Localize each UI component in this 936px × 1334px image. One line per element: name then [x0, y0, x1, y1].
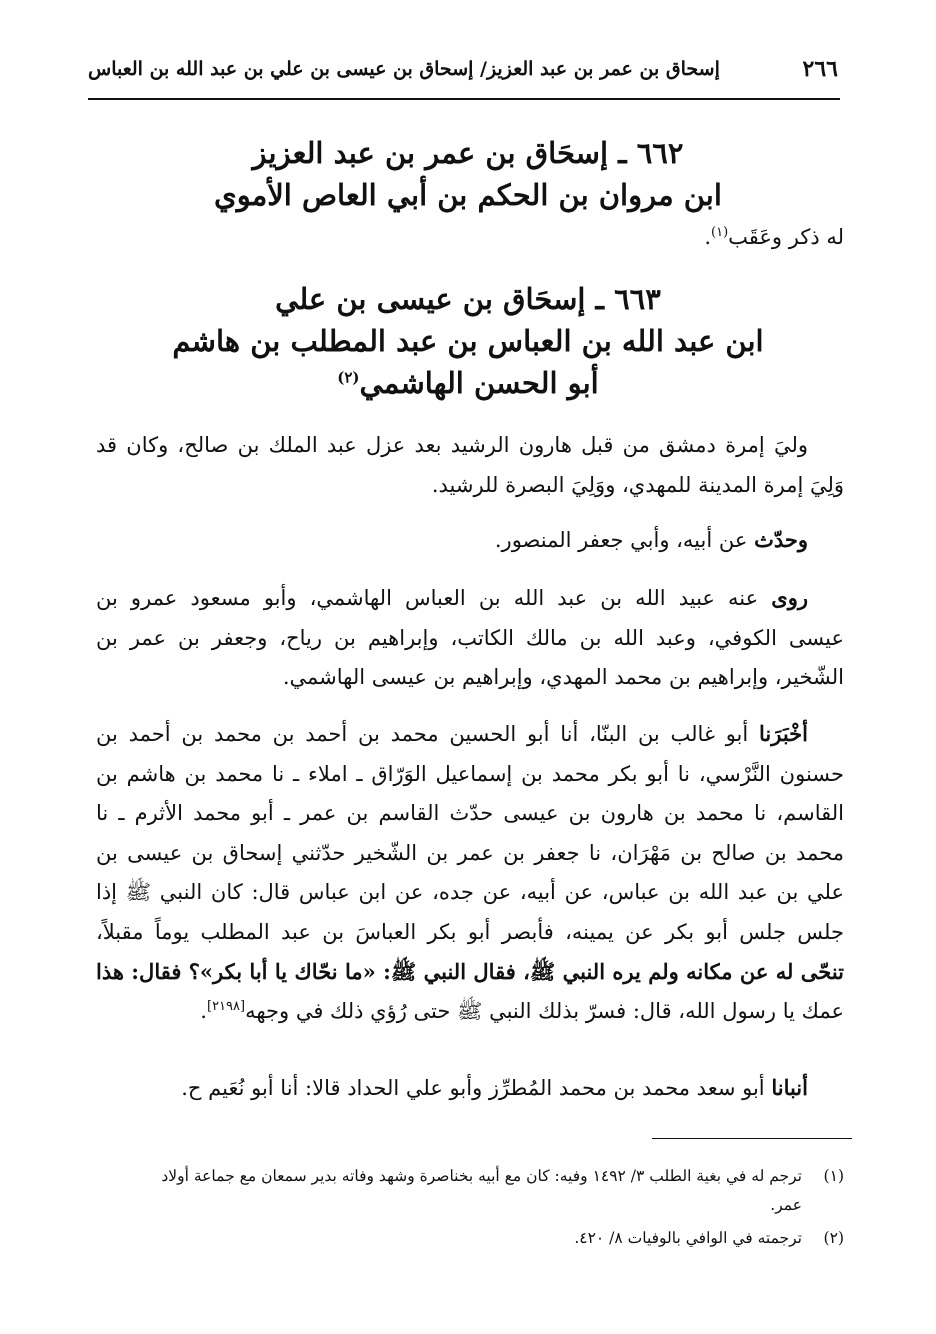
footnote-text [96, 1224, 802, 1253]
entry-heading-line: ٦٦٣ ـ إسحَاق بن عيسى بن علي [275, 282, 661, 316]
paragraph-lead: أنبانا [771, 1075, 808, 1100]
paragraph-anbana [96, 1068, 844, 1109]
body-text: أبو سعد محمد بن محمد المُطرِّز وأبو علي الحداد قالا: أنا أبو نُعَيم ح. [181, 1076, 765, 1100]
entry-662-body [96, 218, 844, 258]
footnotes [96, 1162, 844, 1253]
paragraph-transmitters [96, 578, 844, 698]
body-line [96, 992, 844, 1032]
paragraph-isnad [96, 714, 844, 1031]
paragraph-governorship [96, 426, 844, 505]
body-end: . [200, 998, 207, 1023]
body-line [96, 1068, 844, 1109]
hadith-ref: [٢١٩٨] [206, 998, 246, 1014]
body-line: جلس جلس أبو بكر عن يمينه، فأبصر أبو بكر العباسَ بن عبد المطلب يوماً مقبلاً، [96, 919, 844, 944]
page-number: ٢٦٦ [802, 56, 838, 82]
entry-heading-line: ابن عبد الله بن العباس بن عبد المطلب بن هاشم [172, 324, 764, 358]
body-text: له ذكر وعَقَب [728, 225, 844, 249]
footnote-number: (٢) [823, 1229, 844, 1247]
paragraph-lead: أخْبَرَنا [759, 721, 808, 746]
footnote-line: ترجمته في الوافي بالوفيات ٨/ ٤٢٠. [574, 1229, 802, 1247]
paragraph-lead: روى [771, 585, 808, 610]
body-line: عيسى الكوفي، وعبد الله بن مالك الكاتب، وإبراهيم بن رياح، وجعفر بن عمر بن [96, 625, 844, 650]
body-line [96, 520, 844, 561]
entry-heading-662 [96, 132, 840, 216]
footnote-line: عمر. [770, 1196, 802, 1214]
footnote-ref: (٢) [337, 368, 360, 387]
body-line: علي بن عبد الله بن عباس، عن أبيه، عن جده، عن ابن عباس قال: كان النبي ﷺ إذا [96, 880, 844, 904]
footnote-ref: (١) [711, 225, 729, 240]
paragraph-narrated [96, 520, 844, 561]
entry-heading-663 [96, 278, 840, 404]
entry-heading-text: أبو الحسن الهاشمي [359, 366, 599, 400]
footnote-1 [96, 1162, 844, 1220]
entry-heading-line [96, 362, 840, 404]
body-line [96, 218, 844, 258]
entry-heading-line: ٦٦٢ ـ إسحَاق بن عمر بن عبد العزيز [252, 136, 684, 170]
footnote-text [96, 1162, 802, 1220]
header-rule [88, 98, 840, 100]
body-line: الشّخير، وإبراهيم بن محمد المهدي، وإبراهيم بن عيسى الهاشمي. [282, 665, 844, 689]
body-text: أبو غالب بن البنّا، أنا أبو الحسين محمد بن أحمد بن محمد بن أحمد بن [96, 722, 749, 746]
running-header [88, 52, 840, 94]
body-text: عمك يا رسول الله، قال: فسرّ بذلك النبي ﷺ حتى رُؤي ذلك في وجهه [245, 998, 844, 1023]
body-end: . [704, 225, 711, 249]
body-line [96, 578, 844, 619]
body-line [96, 714, 844, 755]
body-line: وليَ إمرة دمشق من قبل هارون الرشيد بعد عزل عبد الملك بن صالح، وكان قد [96, 433, 808, 457]
body-line: القاسم، نا محمد بن هارون بن عيسى حدّث القاسم بن عمر ـ أبو محمد الأثرم ـ نا [96, 801, 844, 825]
entry-heading-line: ابن مروان بن الحكم بن أبي العاص الأموي [214, 178, 722, 212]
footnote-2 [96, 1224, 844, 1253]
footnote-line: ترجم له في بغية الطلب ٣/ ١٤٩٢ وفيه: كان مع أبيه بخناصرة وشهد وفاته بدير سمعان مع جماعة أولاد [161, 1167, 802, 1185]
footnote-number: (١) [823, 1167, 844, 1185]
body-line: محمد بن صالح بن مَهْرَان، نا جعفر بن عمر بن الشّخير حدّثني إسحاق بن عيسى بن [96, 840, 844, 865]
body-line: وَلِيَ إمرة المدينة للمهدي، ووَلِيَ البصرة للرشيد. [431, 472, 844, 497]
running-title: إسحاق بن عمر بن عبد العزيز/ إسحاق بن عيسى بن علي بن عبد الله بن العباس [88, 58, 720, 80]
body-text: عن أبيه، وأبي جعفر المنصور. [494, 528, 748, 552]
body-line: تنحّى له عن مكانه ولم يره النبي ﷺ، فقال النبي ﷺ: «ما نحّاك يا أبا بكر»؟ فقال: هذا [96, 959, 844, 984]
body-line: حسنون النَّرْسي، نا أبو بكر محمد بن إسماعيل الوَرّاق ـ املاء ـ نا محمد بن هاشم بن [96, 761, 844, 786]
footnote-rule [652, 1138, 852, 1139]
body-text: عنه عبيد الله بن عبد الله بن العباس الهاشمي، وأبو مسعود عمرو بن [96, 586, 759, 610]
paragraph-lead: وحدّث [754, 527, 808, 552]
